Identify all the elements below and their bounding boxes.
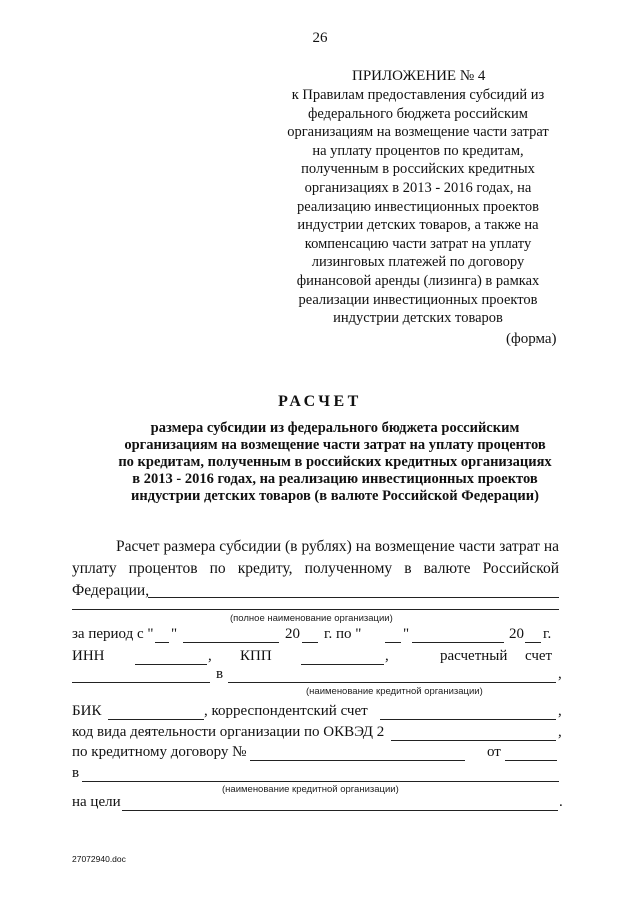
appendix-line: лизинговых платежей по договору [311, 254, 525, 271]
appendix-line: к Правилам предоставления субсидий из [291, 87, 545, 103]
appendix-line: на уплату процентов по кредитам, [312, 142, 524, 159]
subtitle-line: индустрии детских товаров (в валюте Российской Федерации) [131, 488, 539, 504]
period-from-day-blank[interactable] [155, 642, 169, 643]
purpose-blank[interactable] [122, 810, 558, 811]
year-prefix-1: 20 [285, 626, 300, 642]
from-label: от [487, 744, 501, 760]
account-blank[interactable] [72, 682, 210, 683]
appendix-line: индустрии детских товаров, а также на [297, 217, 539, 234]
form-label: (форма) [506, 331, 557, 347]
bik-label: БИК [72, 703, 102, 719]
inn-blank[interactable] [135, 664, 207, 665]
inn-label: ИНН [72, 648, 105, 664]
bank-name-blank[interactable] [228, 682, 556, 683]
appendix-line: реализацию инвестиционных проектов [296, 198, 540, 215]
year-prefix-2: 20 [509, 626, 524, 642]
period-to-year-blank[interactable] [525, 642, 541, 643]
appendix-line: реализации инвестиционных проектов [298, 291, 538, 308]
period-from-year-blank[interactable] [302, 642, 318, 643]
appendix-line: индустрии детских товаров [333, 310, 503, 327]
appendix-line: организациям на возмещение части затрат [287, 124, 549, 141]
org-name-blank-1[interactable] [148, 597, 559, 598]
period-to-day-blank[interactable] [385, 642, 401, 643]
period-from-month-blank[interactable] [183, 642, 279, 643]
appendix-line: финансовой аренды (лизинга) в рамках [296, 272, 540, 289]
intro-paragraph: Расчет размера субсидии (в рублях) на возмещение части затрат на уплату процентов по кредиту, полученному в валюте Российской Федерации, [72, 538, 559, 599]
subtitle-line: размера субсидии из федерального бюджета российским [150, 420, 520, 436]
appendix-line: полученным в российских кредитных [301, 161, 535, 178]
org-name-caption: (полное наименование организации) [230, 613, 393, 624]
appendix-line: федерального бюджета российским [308, 105, 528, 122]
loan-agreement-date-blank[interactable] [505, 760, 557, 761]
period-from-label: за период с " [72, 626, 154, 642]
bank-caption: (наименование кредитной организации) [306, 686, 483, 697]
subtitle-line: в 2013 - 2016 годах, на реализацию инвестиционных проектов [132, 471, 538, 487]
subtitle-line: организациям на возмещение части затрат на уплату процентов [124, 437, 546, 453]
purpose-label: на цели [72, 794, 121, 810]
account-label-2: счет [525, 648, 553, 664]
corr-account-label: , корреспондентский счет [204, 703, 368, 719]
appendix-line: компенсацию части затрат на уплату [304, 235, 532, 252]
subtitle-line: по кредитам, полученным в российских кредитных организациях [118, 454, 552, 470]
okved-label: код вида деятельности организации по ОКВЭД 2 [72, 724, 385, 740]
corr-account-blank[interactable] [380, 719, 556, 720]
org-name-blank-2[interactable] [72, 609, 559, 610]
period-to-label: г. по " [324, 626, 362, 642]
appendix-line: организациях в 2013 - 2016 годах, на [304, 179, 532, 196]
appendix-text [268, 86, 568, 328]
account-label: расчетный [440, 648, 508, 664]
footer-file-code: 27072940.doc [72, 854, 126, 864]
okved-blank[interactable] [391, 740, 556, 741]
loan-agreement-label: по кредитному договору № [72, 744, 247, 760]
bank-caption-2: (наименование кредитной организации) [222, 784, 399, 795]
in-label-2: в [72, 765, 80, 781]
appendix-title: ПРИЛОЖЕНИЕ № 4 [352, 68, 486, 84]
period-to-month-blank[interactable] [412, 642, 504, 643]
period-quote: " [171, 626, 178, 642]
bank-name-blank-2[interactable] [82, 781, 559, 782]
kpp-blank[interactable] [301, 664, 384, 665]
document-title: РАСЧЕТ [278, 393, 362, 410]
bik-blank[interactable] [108, 719, 204, 720]
in-label: в [216, 666, 224, 682]
loan-agreement-number-blank[interactable] [250, 760, 465, 761]
period-quote-2: " [403, 626, 410, 642]
year-suffix: г. [543, 626, 552, 642]
kpp-label: КПП [240, 648, 272, 664]
page-number: 26 [312, 30, 328, 46]
document-subtitle [70, 420, 600, 505]
